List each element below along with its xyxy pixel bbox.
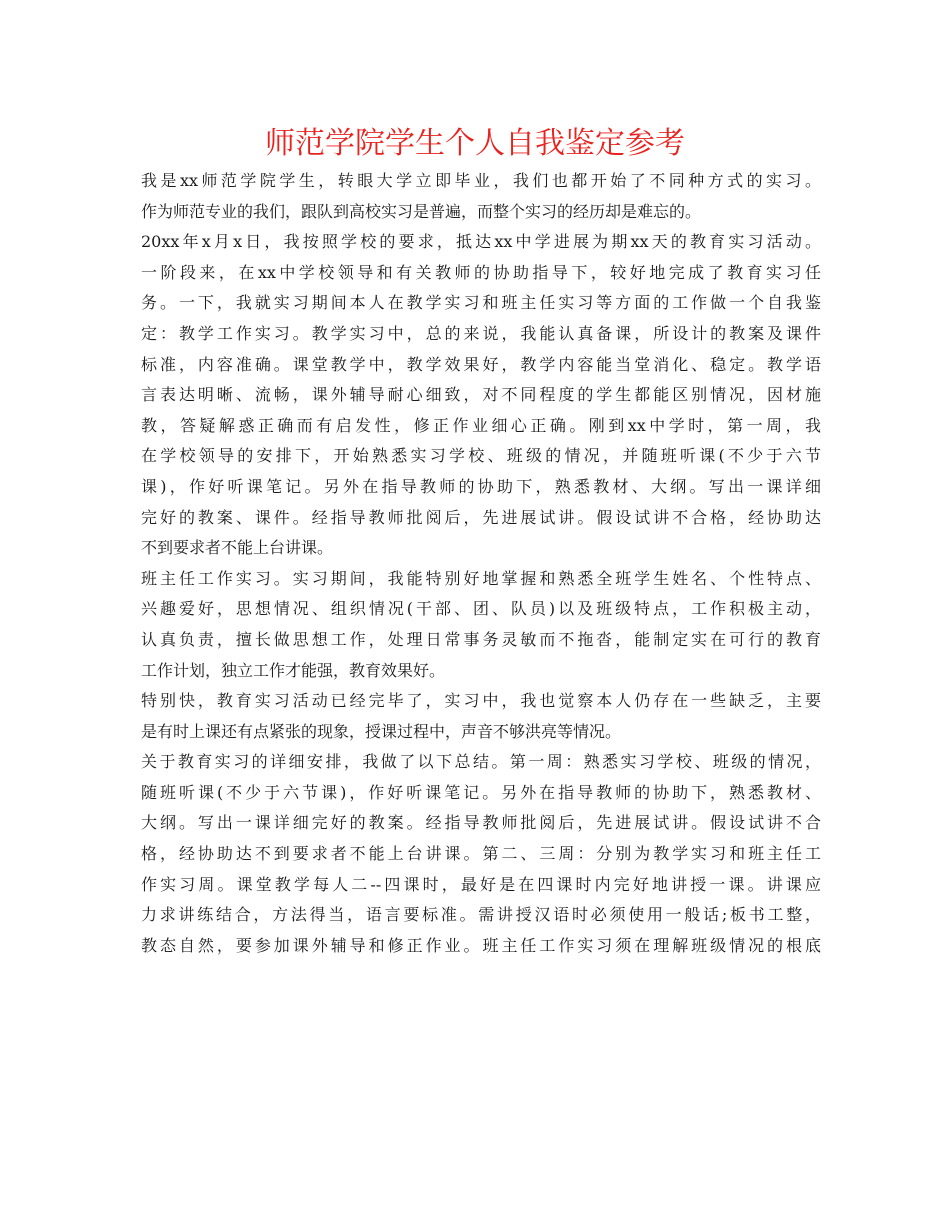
document-body [141,166,821,961]
body-line: 随班听课(不少于六节课)，作好听课笔记。另外在指导教师的协助下，熟悉教材、 [141,782,821,802]
body-line: 定：教学工作实习。教学实习中，总的来说，我能认真备课，所设计的教案及课件 [141,323,821,343]
body-line: 不到要求者不能上台讲课。 [141,538,334,558]
body-line: 工作计划，独立工作才能强，教育效果好。 [141,660,446,680]
body-line: 一阶段来，在xx中学校领导和有关教师的协助指导下，较好地完成了教育实习任 [141,262,821,282]
body-line: 20xx年x月x日，我按照学校的要求，抵达xx中学进展为期xx天的教育实习活动。 [141,232,821,252]
body-line: 我是xx师范学院学生，转眼大学立即毕业，我们也都开始了不同种方式的实习。 [141,171,821,190]
body-line: 班主任工作实习。实习期间，我能特别好地掌握和熟悉全班学生姓名、个性特点、 [141,568,821,588]
body-line: 教，答疑解惑正确而有启发性，修正作业细心正确。刚到xx中学时，第一周，我 [141,415,821,435]
body-line: 认真负责，擅长做思想工作，处理日常事务灵敏而不拖沓，能制定实在可行的教育 [141,629,821,649]
body-line: 教态自然，要参加课外辅导和修正作业。班主任工作实习须在理解班级情况的根底 [141,935,821,955]
body-line: 兴趣爱好，思想情况、组织情况(干部、团、队员)以及班级特点，工作积极主动， [141,599,821,619]
body-line: 力求讲练结合，方法得当，语言要标准。需讲授汉语时必须使用一般话;板书工整， [141,905,821,925]
document-title: 师范学院学生个人自我鉴定参考 [265,126,685,161]
body-line: 关于教育实习的详细安排，我做了以下总结。第一周：熟悉实习学校、班级的情况， [141,752,821,772]
body-line: 完好的教案、课件。经指导教师批阅后，先进展试讲。假设试讲不合格，经协助达 [141,507,821,527]
body-line: 特别快，教育实习活动已经完毕了，实习中，我也觉察本人仍存在一些缺乏，主要 [141,691,821,711]
body-line: 在学校领导的安排下，开始熟悉实习学校、班级的情况，并随班听课(不少于六节 [141,446,821,466]
body-line: 标准，内容准确。课堂教学中，教学效果好，教学内容能当堂消化、稳定。教学语 [141,354,821,374]
body-line: 言表达明晰、流畅，课外辅导耐心细致，对不同程度的学生都能区别情况，因材施 [141,385,821,405]
body-line: 作实习周。课堂教学每人二--四课时，最好是在四课时内完好地讲授一课。讲课应 [141,874,821,894]
body-line: 作为师范专业的我们，跟队到高校实习是普遍，而整个实习的经历却是难忘的。 [141,201,702,221]
body-line: 是有时上课还有点紧张的现象，授课过程中，声音不够洪亮等情况。 [141,721,622,741]
body-line: 格，经协助达不到要求者不能上台讲课。第二、三周：分别为教学实习和班主任工 [141,844,821,864]
body-line: 课)，作好听课笔记。另外在指导教师的协助下，熟悉教材、大纲。写出一课详细 [141,476,821,496]
body-line: 大纲。写出一课详细完好的教案。经指导教师批阅后，先进展试讲。假设试讲不合 [141,813,821,833]
body-line: 务。一下，我就实习期间本人在教学实习和班主任实习等方面的工作做一个自我鉴 [141,293,821,313]
